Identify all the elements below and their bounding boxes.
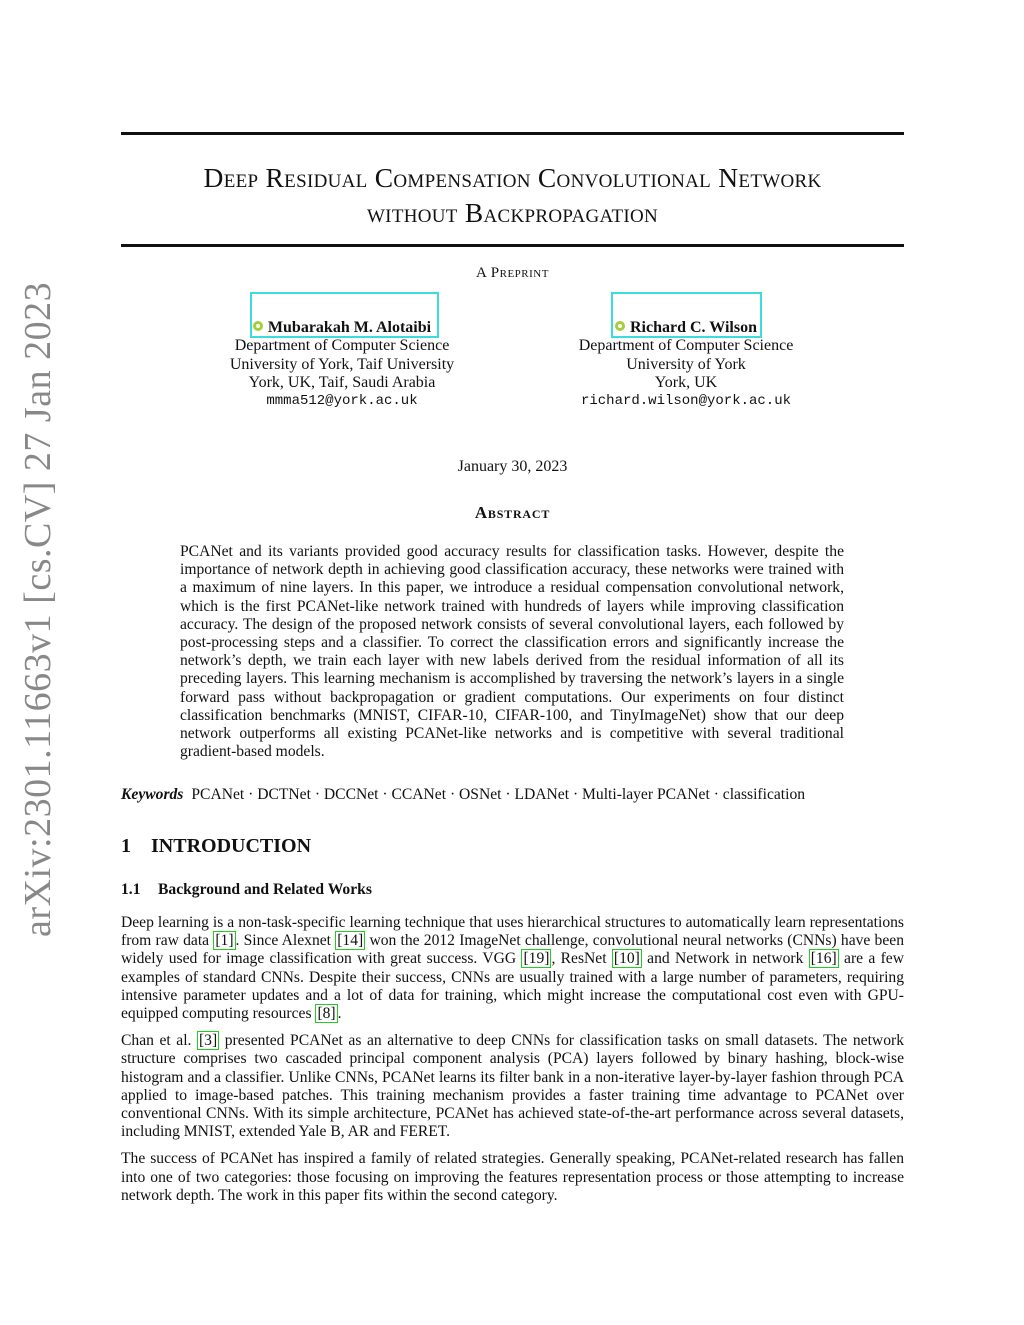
- citation-link[interactable]: [16]: [810, 950, 837, 968]
- keywords-list: PCANet · DCTNet · DCCNet · CCANet · OSNet · LDANet · Multi-layer PCANet · classification: [191, 786, 806, 803]
- publication-date: January 30, 2023: [457, 458, 568, 475]
- section-title: INTRODUCTION: [151, 835, 312, 857]
- body-text: [121, 914, 904, 1214]
- text-run: and Network in network: [641, 950, 809, 968]
- keywords-label: Keywords: [121, 786, 184, 803]
- subsection-title: Background and Related Works: [158, 881, 372, 898]
- keywords-line: [121, 786, 904, 804]
- orcid-icon[interactable]: [253, 321, 263, 331]
- text-run: . Since Alexnet: [235, 932, 336, 950]
- author-2-institution: University of York: [626, 355, 746, 373]
- author-1-name[interactable]: Mubarakah M. Alotaibi: [267, 319, 432, 336]
- citation-link[interactable]: [19]: [523, 950, 550, 968]
- citation-link[interactable]: [14]: [337, 932, 364, 950]
- paragraph-3: The success of PCANet has inspired a family of related strategies. Generally speaking, PCANet-related research has fallen into one of two categories: those focusing on improving the features representation process or those attempting to increase network depth. The work in this paper fits within the second category.: [121, 1150, 904, 1204]
- paper-title: [121, 160, 904, 230]
- author-2-email[interactable]: richard.wilson@york.ac.uk: [580, 393, 792, 410]
- author-2-department: Department of Computer Science: [578, 337, 794, 355]
- text-run: won the 2012 ImageNet challenge, convolutional neural networks (CNNs) have been widely used for image classification with great success. VGG: [121, 932, 904, 968]
- author-2-location: York, UK: [654, 373, 718, 391]
- text-run: Deep learning is a non-task-specific learning technique that uses hierarchical structures to automatically learn representations from raw data: [121, 914, 904, 950]
- subsection-number: 1.1: [121, 881, 141, 898]
- subsection-heading: [121, 881, 372, 899]
- author-1-institution: University of York, Taif University: [229, 355, 455, 373]
- paragraph-1: [121, 914, 904, 1023]
- abstract-heading: Abstract: [474, 503, 551, 522]
- paper-title-line-1: Deep Residual Compensation Convolutional Network: [203, 162, 822, 193]
- preprint-label: A Preprint: [476, 265, 549, 281]
- section-heading: [121, 835, 311, 858]
- title-bottom-rule: [121, 244, 904, 247]
- orcid-icon[interactable]: [615, 321, 625, 331]
- arxiv-identifier-sidebar: arXiv:2301.11663v1 [cs.CV] 27 Jan 2023: [17, 281, 59, 937]
- author-2-block: [536, 319, 836, 410]
- author-1-location: York, UK, Taif, Saudi Arabia: [248, 373, 436, 391]
- author-1-department: Department of Computer Science: [234, 337, 450, 355]
- title-top-rule: [121, 132, 904, 135]
- text-run: , ResNet: [551, 950, 612, 968]
- citation-link[interactable]: [3]: [198, 1032, 218, 1050]
- author-2-name[interactable]: Richard C. Wilson: [630, 319, 757, 336]
- section-number: 1: [121, 835, 131, 857]
- abstract-text: PCANet and its variants provided good accuracy results for classification tasks. However, despite the importance of network depth in achieving good classification accuracy, these networks were trained with a maximum of nine layers. In this paper, we introduce a residual compensation convolutional network, which is the first PCANet-like network trained with hundreds of layers while improving classification accuracy. The design of the proposed network consists of several convolutional layers, each followed by post-processing steps and a classifier. To correct the classification errors and significantly increase the network’s depth, we train each layer with new labels derived from the residual information of all its preceding layers. This learning mechanism is accomplished by traversing the network’s layers in a single forward pass without backpropagation or gradient computations. Our experiments on four distinct classification benchmarks (MNIST, CIFAR-10, CIFAR-100, and TinyImageNet) show that our deep network outperforms all existing PCANet-like networks and is competitive with several traditional gradient-based models.: [180, 543, 844, 761]
- paper-title-line-2: without Backpropagation: [366, 197, 659, 228]
- paragraph-2: [121, 1032, 904, 1141]
- author-1-block: [192, 319, 492, 410]
- text-run: Chan et al.: [121, 1032, 197, 1050]
- citation-link[interactable]: [10]: [613, 950, 640, 968]
- text-run: presented PCANet as an alternative to deep CNNs for classification tasks on small datasets. The network structure comprises two cascaded principal component analysis (PCA) layers followed by binary hashing, block-wise histogram and a classifier. Unlike CNNs, PCANet learns its filter bank in a non-iterative layer-by-layer fashion through PCA applied to image-based patches. This training mechanism provides a faster training time advantage to PCANet over conventional CNNs. With its simple architecture, PCANet has achieved state-of-the-art performance across several datasets, including MNIST, extended Yale B, AR and FERET.: [121, 1032, 904, 1141]
- text-run: are a few examples of standard CNNs. Despite their success, CNNs are usually trained with a large number of parameters, requiring intensive parameter updates and a lot of data for training, which might increase the computational cost even with GPU-equipped computing resources: [121, 950, 904, 1023]
- citation-link[interactable]: [8]: [317, 1005, 336, 1023]
- citation-link[interactable]: [1]: [215, 932, 234, 950]
- text-run: .: [337, 1005, 342, 1023]
- author-1-email[interactable]: mmma512@york.ac.uk: [266, 393, 418, 410]
